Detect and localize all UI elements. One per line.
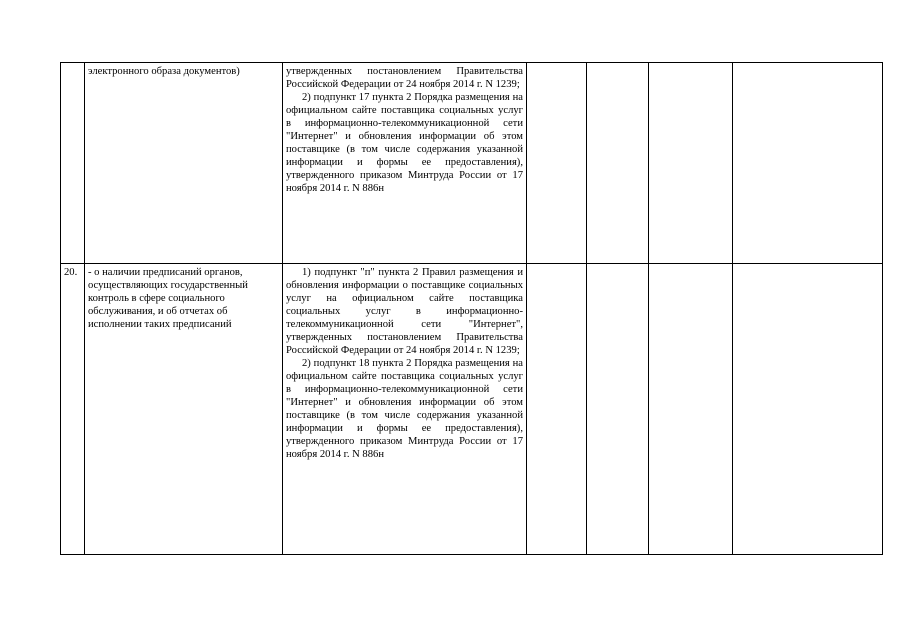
empty-cell	[649, 63, 733, 264]
requirements-table	[60, 62, 883, 555]
row-description: - о наличии предписаний органов, осуществляющих государственный контроль в сфере социального обслуживания, и об отчетах об исполнении таких предписаний	[85, 264, 283, 555]
empty-cell	[587, 264, 649, 555]
row-legal-basis	[283, 63, 527, 264]
legal-basis-paragraph: 1) подпункт "п" пункта 2 Правил размещения и обновления информации о поставщике социальных услуг на официальном сайте поставщика социальных услуг в информационно-телекоммуникационной сети "Интернет", утвержденных постановлением Правительства Российской Федерации от 24 ноября 2014 г. N 1239;	[286, 267, 523, 356]
empty-cell	[587, 63, 649, 264]
empty-cell	[527, 63, 587, 264]
empty-cell	[733, 264, 883, 555]
legal-basis-paragraph: 2) подпункт 17 пункта 2 Порядка размещения на официальном сайте поставщика социальных услуг в информационно-телекоммуникационной сети "Интернет" и обновления информации об этом поставщике (в том числе содержания указанной информации и формы ее предоставления), утвержденного приказом Минтруда России от 17 ноября 2014 г. N 886н	[286, 92, 523, 194]
row-number: 20.	[61, 264, 85, 555]
row-description: электронного образа документов)	[85, 63, 283, 264]
row-number	[61, 63, 85, 264]
legal-basis-paragraph: 2) подпункт 18 пункта 2 Порядка размещения на официальном сайте поставщика социальных услуг в информационно-телекоммуникационной сети "Интернет" и обновления информации об этом поставщике (в том числе содержания указанной информации и формы ее предоставления), утвержденного приказом Минтруда России от 17 ноября 2014 г. N 886н	[286, 358, 523, 460]
table-row	[61, 264, 883, 555]
legal-basis-paragraph: утвержденных постановлением Правительства Российской Федерации от 24 ноября 2014 г. N 1239;	[286, 66, 523, 90]
row-legal-basis	[283, 264, 527, 555]
empty-cell	[733, 63, 883, 264]
table-row	[61, 63, 883, 264]
empty-cell	[649, 264, 733, 555]
empty-cell	[527, 264, 587, 555]
